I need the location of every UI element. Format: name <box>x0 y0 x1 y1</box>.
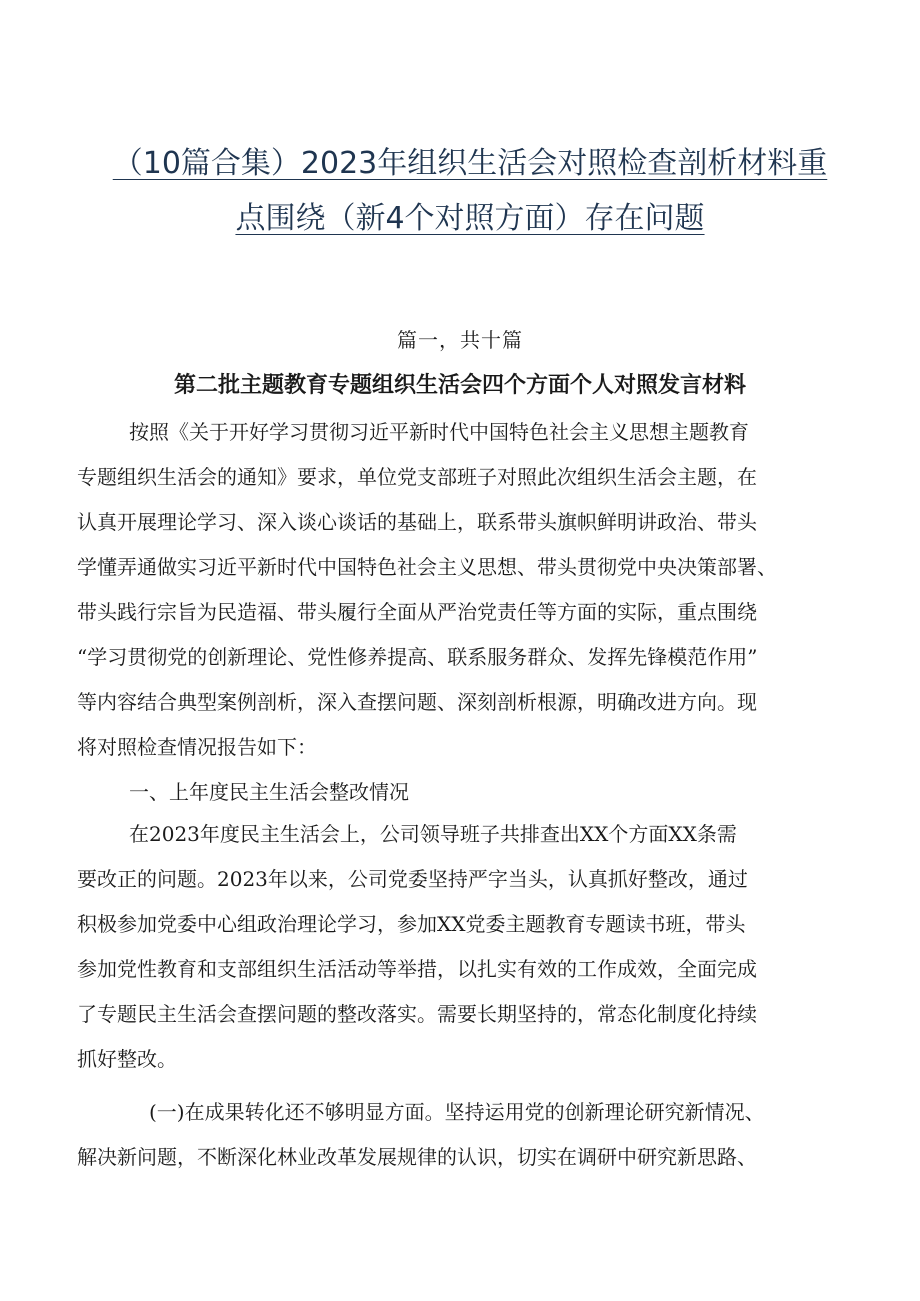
paragraph-line: 等内容结合典型案例剖析，深入查摆问题、深刻剖析根源，明确改进方向。现 <box>77 690 757 714</box>
paragraph-line: 解决新问题，不断深化林业改革发展规律的认识，切实在调研中研究新思路、 <box>77 1145 757 1169</box>
paragraph-line: 学懂弄通做实习近平新时代中国特色社会主义思想、带头贯彻党中央决策部署、 <box>77 555 777 579</box>
paragraph-line: 带头践行宗旨为民造福、带头履行全面从严治党责任等方面的实际，重点围绕 <box>77 600 757 624</box>
paragraph-intro <box>77 410 853 770</box>
paragraph-line: 抓好整改。 <box>77 1047 177 1071</box>
paragraph-line: 要改正的问题。2023年以来，公司党委坚持严字当头，认真抓好整改，通过 <box>77 867 748 891</box>
paragraph-line: “学习贯彻党的创新理论、党性修养提高、联系服务群众、发挥先锋模范作用” <box>77 645 758 669</box>
paragraph-subsection-one <box>77 1090 853 1180</box>
document-title-line-1: （10篇合集）2023年组织生活会对照检查剖析材料重 <box>112 146 828 181</box>
paragraph-line: 按照《关于开好学习贯彻习近平新时代中国特色社会主义思想主题教育 <box>129 420 749 444</box>
paragraph-line: (一)在成果转化还不够明显方面。坚持运用党的创新理论研究新情况、 <box>149 1100 765 1124</box>
paragraph-line: 积极参加党委中心组政治理论学习，参加XX党委主题教育专题读书班，带头 <box>77 912 746 936</box>
paragraph-line: 在2023年度民主生活会上，公司领导班子共排查出XX个方面XX条需 <box>129 822 737 846</box>
section-heading: 一、上年度民主生活会整改情况 <box>129 780 409 804</box>
paragraph-line: 参加党性教育和支部组织生活活动等举措，以扎实有效的工作成效，全面完成 <box>77 957 757 981</box>
document-title-line-2: 点围绕（新4个对照方面）存在问题 <box>235 201 705 236</box>
paragraph-rectification <box>77 812 853 1082</box>
paragraph-line: 将对照检查情况报告如下： <box>77 735 317 759</box>
article-number: 篇一，共十篇 <box>397 328 523 352</box>
paragraph-line: 专题组织生活会的通知》要求，单位党支部班子对照此次组织生活会主题，在 <box>77 465 757 489</box>
paragraph-line: 了专题民主生活会查摆问题的整改落实。需要长期坚持的，常态化制度化持续 <box>77 1002 757 1026</box>
paragraph-line: 认真开展理论学习、深入谈心谈话的基础上，联系带头旗帜鲜明讲政治、带头 <box>77 510 757 534</box>
article-title: 第二批主题教育专题组织生活会四个方面个人对照发言材料 <box>173 373 746 398</box>
